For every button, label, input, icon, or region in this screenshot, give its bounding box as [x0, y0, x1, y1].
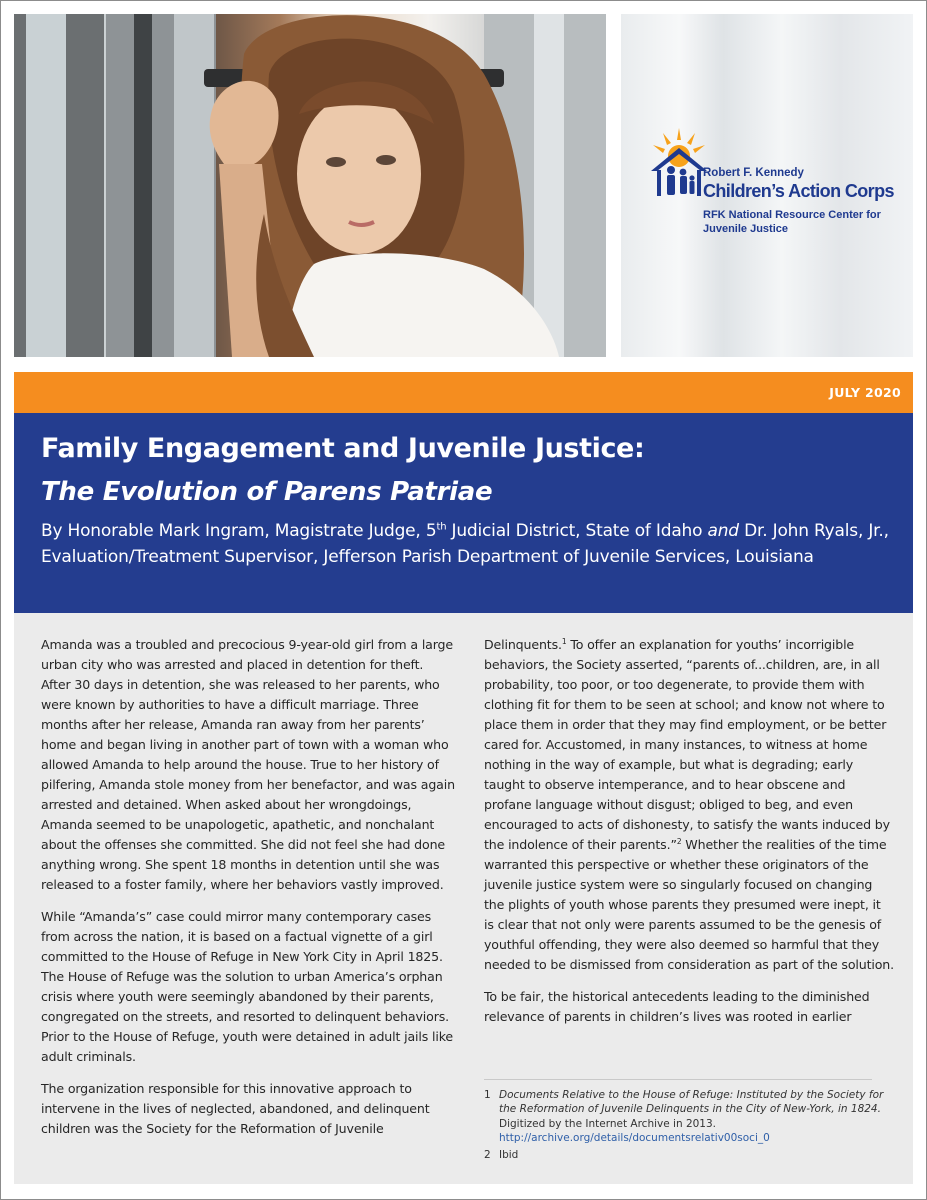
title-band [14, 413, 913, 613]
footnote-2 [484, 1148, 884, 1162]
footnote-divider [484, 1079, 872, 1080]
footnote-ref-2: 2 [676, 836, 682, 846]
byline [41, 518, 891, 570]
paragraph [484, 635, 894, 975]
house-family-icon [649, 126, 709, 201]
byline-part-3: Dr. John Ryals, Jr., Evaluation/Treatment Supervisor, Jefferson Parish Department of Juvenile Services, Louisiana [41, 521, 889, 567]
logo-panel [621, 14, 913, 357]
footnotes [484, 1088, 884, 1164]
footnote-text: Ibid [499, 1148, 519, 1161]
byline-part-2: Judicial District, State of Idaho [446, 521, 708, 541]
logo-small-text: Robert F. Kennedy [703, 167, 804, 179]
logo-org-name: Children’s Action Corps [703, 181, 894, 201]
paragraph-text: Delinquents. [484, 637, 562, 652]
footnote-number: 2 [484, 1148, 491, 1161]
footnote-number: 1 [484, 1089, 491, 1101]
girl-at-window-image [14, 14, 606, 357]
right-column [484, 635, 894, 1039]
left-column [41, 635, 456, 1151]
title-line-2: The Evolution of Parens Patriae [41, 477, 493, 507]
footnote-text: Digitized by the Internet Archive in 2013. [499, 1117, 717, 1130]
byline-and: and [707, 521, 739, 541]
report-date: JULY 2020 [829, 385, 901, 400]
logo-subtitle: RFK National Resource Center for Juvenile Justice [703, 209, 881, 235]
footnote-ref-1: 1 [561, 636, 567, 646]
paragraph-text: To offer an explanation for youths’ incorrigible behaviors, the Society asserted, “parents of...children, are, in all probability, too poor, or too degenerate, to provide them with clothing fit for them to be seen at school; and know not where to place them in order that they may find employment, or be better cared for. Accustomed, in many instances, to witness at home nothing in the way of example, but what is degrading; early taught to observe intemperance, and to hear obscene and profane language without disgust; obliged to beg, and even encouraged to acts of dishonesty, to satisfy the wants induced by the indolence of their parents.” [484, 637, 890, 852]
byline-ordinal: th [436, 521, 447, 533]
title-line-1: Family Engagement and Juvenile Justice: [41, 433, 645, 464]
footnote-1 [484, 1088, 884, 1146]
footnote-source-title: Documents Relative to the House of Refuge: Instituted by the Society for the Reformation of Juvenile Delinquents in the City of New-York, in 1824. [499, 1089, 884, 1116]
paragraph-text: Whether the realities of the time warranted this perspective or whether these originators of the juvenile justice system were so singularly focused on changing the plights of youth whose parents they presumed were inept, it is clear that not only were parents assumed to be the genesis of youthful offending, they were also deemed so harmful that they needed to be dismissed from consideration as part of the solution. [484, 837, 894, 972]
paragraph: Amanda was a troubled and precocious 9-year-old girl from a large urban city who was arrested and placed in detention for theft. After 30 days in detention, she was released to her parents, who were known by authorities to have a difficult marriage. Three months after her release, Amanda ran away from her parents’ home and began living in another part of town with a woman who allowed Amanda to help around the house. True to her history of pilfering, Amanda stole money from her benefactor, and was again arrested and detained. When asked about her wrongdoings, Amanda seemed to be unapologetic, apathetic, and nonchalant about the offenses she committed. She did not feel she had done anything wrong. She spent 18 months in detention until she was released to a foster family, where her behaviors vastly improved. [41, 637, 455, 892]
paragraph: The organization responsible for this innovative approach to intervene in the lives of neglected, abandoned, and delinquent children was the Society for the Reformation of Juvenile [41, 1081, 430, 1136]
archive-link[interactable]: http://archive.org/details/documentsrelativ00soci_0 [499, 1132, 770, 1145]
byline-part-1: By Honorable Mark Ingram, Magistrate Judge, 5 [41, 521, 437, 541]
date-bar [14, 372, 913, 413]
paragraph: While “Amanda’s” case could mirror many contemporary cases from across the nation, it is based on a factual vignette of a girl committed to the House of Refuge in New York City in April 1825. The House of Refuge was the solution to urban America’s orphan crisis where youth were seemingly abandoned by their parents, congregated on the streets, and resorted to delinquent behaviors. Prior to the House of Refuge, youth were detained in adult jails like adult criminals. [41, 909, 453, 1064]
cover-photo [14, 14, 606, 357]
paragraph: To be fair, the historical antecedents leading to the diminished relevance of parents in children’s lives was rooted in earlier [484, 989, 870, 1024]
rfk-logo [649, 126, 909, 246]
